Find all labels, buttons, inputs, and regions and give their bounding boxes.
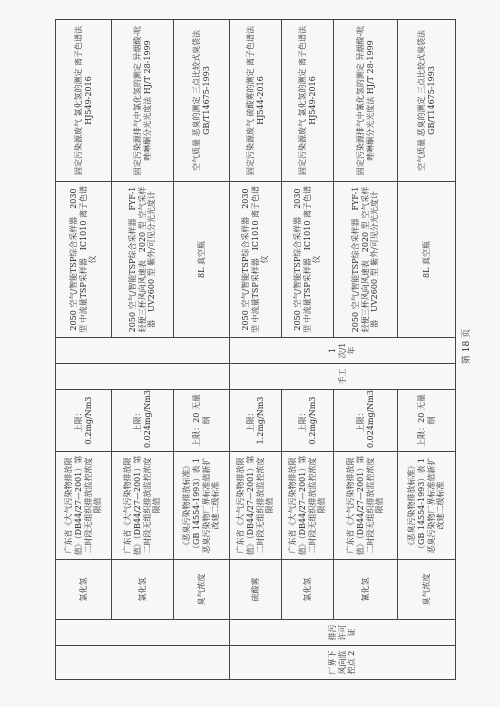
pollutant-cell: 氯化氢 xyxy=(282,560,334,620)
standard-cell: 广东省《大气污染物排放限值》（DB44/27—2001）第二时段无组织排放监控浓度限值 xyxy=(334,452,398,560)
limit-cell: 上限：1.2mg/Nm3 xyxy=(230,390,282,452)
pollutant-cell: 臭气浓度 xyxy=(398,560,456,620)
permit-label: 排污许可证 xyxy=(230,620,456,646)
standard-cell: 广东省《大气污染物排放限值》（DB44/27—2001）第二时段无组织排放监控浓度限值 xyxy=(230,452,282,560)
pollutant-cell: 硫酸雾 xyxy=(230,560,282,620)
limit-cell: 上限：0.2mg/Nm3 xyxy=(282,390,334,452)
method-cell: 空气质量 恶臭的测定 三点比较式臭袋法 GB/T14675-1993 xyxy=(398,20,456,182)
page-number: 第 18 页 xyxy=(462,328,473,365)
standard-cell: 《恶臭污染物排放标准》（GB 14554-1993）表 1 恶臭污染物厂界标准值新扩改建二级标准 xyxy=(174,452,230,560)
monitoring-table xyxy=(55,19,456,680)
table-row xyxy=(230,20,282,680)
equipment-cell: 8L 真空瓶 xyxy=(174,182,230,338)
standard-cell: 广东省《大气污染物排放限值》（DB44/27—2001）第二时段无组织排放监控浓度限值 xyxy=(112,452,174,560)
mode-label: 手工 xyxy=(230,364,456,390)
equipment-cell: 2050 空气/智能TSP综合采样器 FYF-1 轻便三杯风向风速表 2020 型 空气采样器 UV2600 型 紫外/可见分光光度计 xyxy=(334,182,398,338)
pollutant-cell: 氯化氢 xyxy=(112,560,174,620)
equipment-cell: 2050 空气/智能TSP综合采样器 2030 型 中流量TSP采样器 IC1010 离子色谱仪 xyxy=(230,182,282,338)
equipment-cell: 2050 空气/智能TSP综合采样器 2030 型 中流量TSP采样器 IC1010 离子色谱仪 xyxy=(282,182,334,338)
mode-cell-blank xyxy=(56,364,230,390)
pollutant-cell: 氯化氢 xyxy=(56,560,112,620)
method-cell: 空气质量 恶臭的测定 三点比较式臭袋法 GB/T14675-1993 xyxy=(174,20,230,182)
method-cell: 固定污染源排气中氰化氢的测定 异烟酸-吡唑啉酮分光光度法 HJ/T 28-1999 xyxy=(334,20,398,182)
rotated-table-container xyxy=(55,20,455,680)
method-cell: 固定污染源排气中氯化氢的测定 异烟酸-吡唑啉酮分光光度法 HJ/T 28-1999 xyxy=(112,20,174,182)
limit-cell: 上限：20 无量纲 xyxy=(174,390,230,452)
period-cell-blank xyxy=(56,338,230,364)
standard-cell: 《恶臭污染物排放标准》（GB 14554-1993）表 1 恶臭污染物厂界标准值新扩改建二级标准 xyxy=(398,452,456,560)
pollutant-cell: 臭气浓度 xyxy=(174,560,230,620)
pollutant-cell: 氰化氢 xyxy=(334,560,398,620)
method-cell: 固定污染源废气 硫酸雾的测定 离子色谱法 HJ544-2016 xyxy=(230,20,282,182)
period-label: 1次/1年 xyxy=(230,338,456,364)
equipment-cell: 8L 真空瓶 xyxy=(398,182,456,338)
equipment-cell: 2050 空气/智能TSP综合采样器 FYF-1 轻便三杯风向风速表 2020 型 空气采样器 UV2600 型 紫外/可见分光光度计 xyxy=(112,182,174,338)
section-label: 厂界下风向监控点 2 xyxy=(230,646,456,680)
standard-cell: 广东省《大气污染物排放限值》（DB44/27—2001）第二时段无组织排放监控浓度限值 xyxy=(56,452,112,560)
limit-cell: 上限：0.024mg/Nm3 xyxy=(112,390,174,452)
equipment-cell: 2050 空气/智能TSP综合采样器 2030 型 中流量TSP采样器 IC1010 离子色谱仪 xyxy=(56,182,112,338)
limit-cell: 上限：0.024mg/Nm3 xyxy=(334,390,398,452)
permit-cell-blank xyxy=(56,620,230,646)
method-cell: 固定污染源废气 氯化氢的测定 离子色谱法 HJ549-2016 xyxy=(56,20,112,182)
limit-cell: 上限：0.2mg/Nm3 xyxy=(56,390,112,452)
standard-cell: 广东省《大气污染物排放限值》（DB44/27—2001）第二时段无组织排放监控浓度限值 xyxy=(282,452,334,560)
table-row xyxy=(56,20,112,680)
section-cell-blank xyxy=(56,646,230,680)
method-cell: 固定污染源废气 氯化氢的测定 离子色谱法 HJ549-2016 xyxy=(282,20,334,182)
limit-cell: 上限：20 无量纲 xyxy=(398,390,456,452)
